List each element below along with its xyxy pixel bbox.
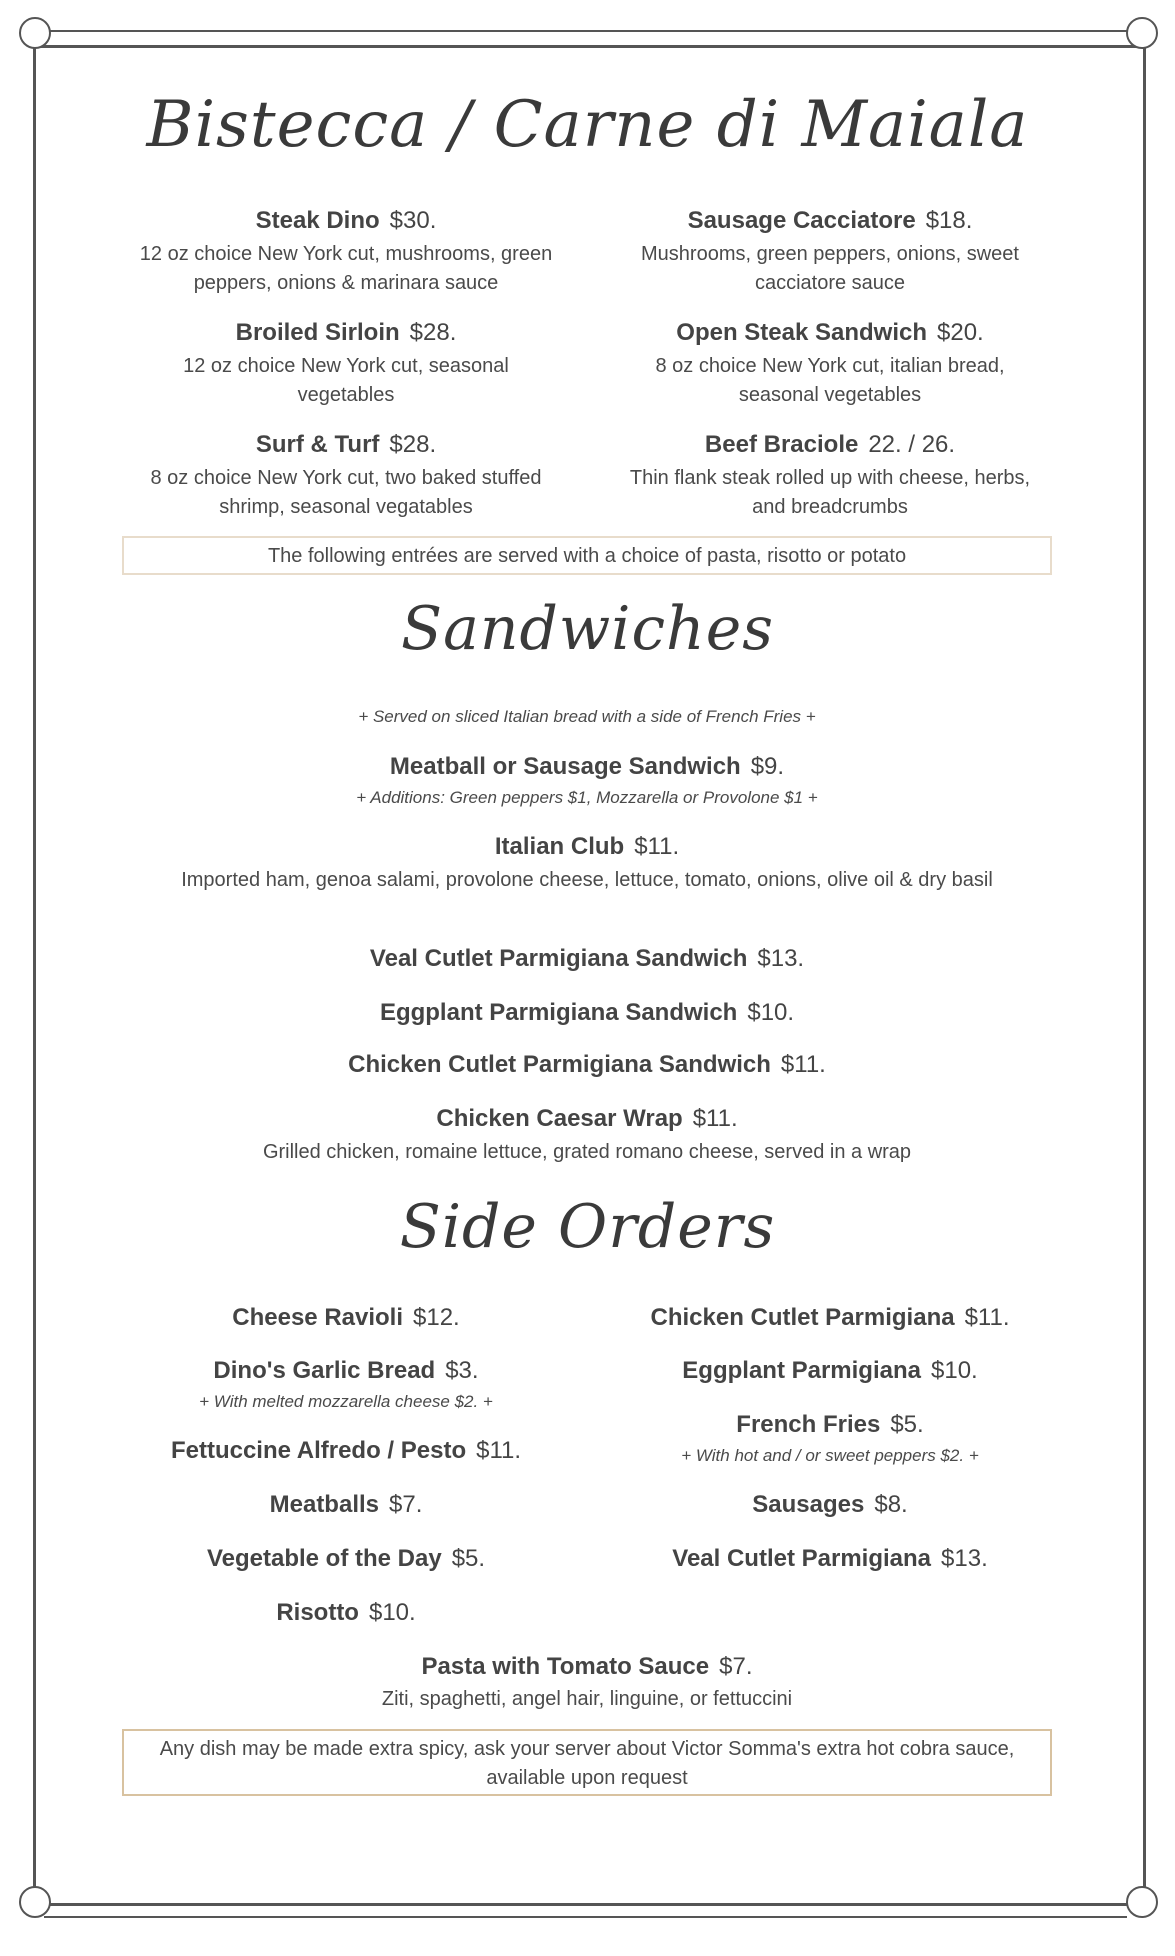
menu-item-name: Cheese Ravioli $12. bbox=[232, 1304, 460, 1331]
menu-item-name: Chicken Cutlet Parmigiana $11. bbox=[650, 1304, 1010, 1331]
item-price: $7. bbox=[719, 1653, 753, 1680]
spicy-note: Any dish may be made extra spicy, ask your server about Victor Somma's extra hot cobra sauce, available upon request bbox=[122, 1729, 1052, 1796]
menu-item-desc: 8 oz choice New York cut, italian bread, seasonal vegetables bbox=[655, 355, 1005, 406]
menu-item-desc: Imported ham, genoa salami, provolone cheese, lettuce, tomato, onions, olive oil & dry basil bbox=[181, 869, 993, 891]
item-price: $30. bbox=[389, 207, 437, 234]
item-price: $13. bbox=[757, 945, 805, 972]
menu-item-name: Vegetable of the Day $5. bbox=[206, 1545, 486, 1572]
menu-item-name: Meatball or Sausage Sandwich $9. bbox=[389, 753, 785, 780]
menu-item-name: Italian Club $11. bbox=[494, 833, 680, 860]
frame-corner bbox=[19, 1886, 51, 1918]
frame-corner bbox=[1126, 17, 1158, 49]
section-title-sandwiches: Sandwiches bbox=[400, 594, 775, 664]
item-price: 22. / 26. bbox=[868, 431, 956, 458]
item-price: $11. bbox=[964, 1304, 1010, 1331]
item-price: $28. bbox=[409, 319, 457, 346]
item-price: $28. bbox=[389, 431, 437, 458]
item-price: $11. bbox=[780, 1051, 826, 1078]
menu-item-name: Sausages $8. bbox=[752, 1491, 908, 1518]
item-price: $20. bbox=[937, 319, 984, 346]
item-price: $18. bbox=[925, 207, 973, 234]
menu-item-desc: Ziti, spaghetti, angel hair, linguine, or fettuccini bbox=[381, 1688, 793, 1710]
menu-item-name: Eggplant Parmigiana Sandwich $10. bbox=[379, 999, 795, 1026]
item-price: $9. bbox=[750, 753, 785, 780]
menu-item-name: Open Steak Sandwich $20. bbox=[676, 319, 984, 346]
section-title-sides: Side Orders bbox=[399, 1192, 776, 1262]
menu-item-name: Meatballs $7. bbox=[269, 1491, 423, 1518]
item-price: $3. bbox=[445, 1357, 479, 1384]
menu-item-desc: Mushrooms, green peppers, onions, sweet cacciatore sauce bbox=[641, 243, 1019, 294]
menu-item-name: Pasta with Tomato Sauce $7. bbox=[421, 1653, 753, 1680]
menu-item-name: Steak Dino $30. bbox=[255, 207, 437, 234]
item-price: $5. bbox=[890, 1411, 924, 1438]
menu-item-name: Broiled Sirloin $28. bbox=[235, 319, 457, 346]
item-price: $10. bbox=[931, 1357, 978, 1384]
menu-item-name: Risotto $10. bbox=[276, 1599, 416, 1626]
menu-item-name: French Fries $5. bbox=[736, 1411, 924, 1438]
menu-item-desc: Grilled chicken, romaine lettuce, grated romano cheese, served in a wrap bbox=[262, 1141, 912, 1163]
menu-item-desc: 12 oz choice New York cut, mushrooms, green peppers, onions & marinara sauce bbox=[139, 243, 553, 294]
menu-item-desc: 12 oz choice New York cut, seasonal vegetables bbox=[183, 355, 509, 406]
section-title-steaks: Bistecca / Carne di Maiala bbox=[146, 88, 1029, 162]
menu-item-name: Fettuccine Alfredo / Pesto $11. bbox=[170, 1437, 522, 1464]
menu-item-name: Beef Braciole 22. / 26. bbox=[704, 431, 956, 458]
menu-item-name: Veal Cutlet Parmigiana $13. bbox=[672, 1545, 988, 1572]
item-price: $13. bbox=[941, 1545, 988, 1572]
item-price: $11. bbox=[692, 1105, 738, 1132]
menu-item-note: + Additions: Green peppers $1, Mozzarella or Provolone $1 + bbox=[356, 788, 818, 807]
menu-item-name: Chicken Caesar Wrap $11. bbox=[436, 1105, 738, 1132]
sandwiches-served-note: + Served on sliced Italian bread with a side of French Fries + bbox=[358, 707, 816, 726]
menu-item-name: Surf & Turf $28. bbox=[255, 431, 437, 458]
menu-item-note: + With melted mozzarella cheese $2. + bbox=[199, 1392, 493, 1411]
frame-corner bbox=[1126, 1886, 1158, 1918]
item-price: $10. bbox=[747, 999, 795, 1026]
menu-item-desc: Thin flank steak rolled up with cheese, herbs, and breadcrumbs bbox=[629, 467, 1031, 518]
menu-item-name: Dino's Garlic Bread $3. bbox=[213, 1357, 479, 1384]
item-price: $12. bbox=[413, 1304, 460, 1331]
menu-item-name: Sausage Cacciatore $18. bbox=[687, 207, 973, 234]
item-price: $5. bbox=[451, 1545, 486, 1572]
item-price: $11. bbox=[476, 1437, 522, 1464]
menu-item-name: Chicken Cutlet Parmigiana Sandwich $11. bbox=[348, 1051, 826, 1078]
menu-item-name: Eggplant Parmigiana $10. bbox=[682, 1357, 978, 1384]
item-price: $8. bbox=[874, 1491, 908, 1518]
menu-item-name: Veal Cutlet Parmigiana Sandwich $13. bbox=[369, 945, 805, 972]
menu-item-desc: 8 oz choice New York cut, two baked stuffed shrimp, seasonal vegatables bbox=[150, 467, 542, 518]
entree-sides-note: The following entrées are served with a choice of pasta, risotto or potato bbox=[122, 536, 1052, 575]
menu-item-note: + With hot and / or sweet peppers $2. + bbox=[681, 1446, 979, 1465]
item-price: $10. bbox=[368, 1599, 416, 1626]
item-price: $7. bbox=[389, 1491, 423, 1518]
frame-corner bbox=[19, 17, 51, 49]
item-price: $11. bbox=[634, 833, 680, 860]
